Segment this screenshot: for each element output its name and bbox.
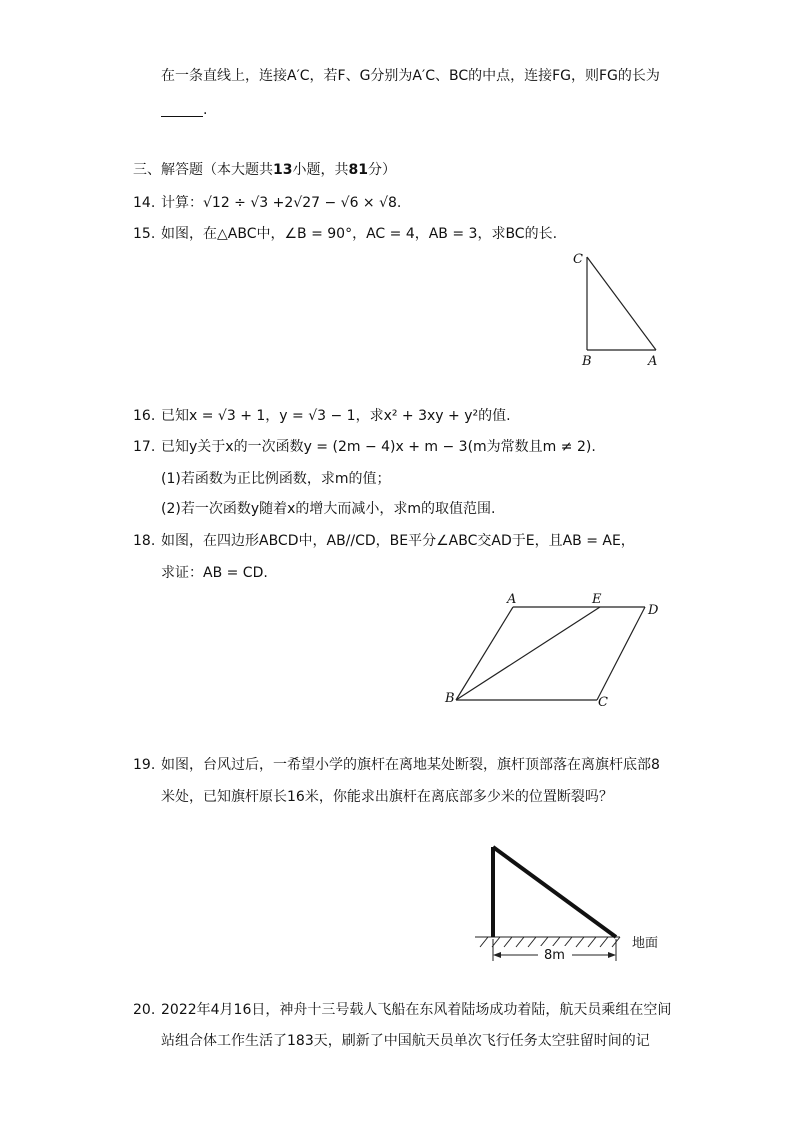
dimension-arrow-right bbox=[608, 952, 616, 958]
q17-sub1: (1)若函数为正比例函数，求m的值； bbox=[161, 471, 391, 487]
label-c: C bbox=[598, 695, 608, 710]
label-b: B bbox=[582, 354, 592, 369]
q19-text: 如图，台风过后，一希望小学的旗杆在离地某处断裂，旗杆顶部落在离旗杆底部8 bbox=[161, 757, 660, 773]
q13-line1: 在一条直线上，连接A′C，若F、G分别为A′C、BC的中点，连接FG，则FG的长为 bbox=[161, 68, 660, 84]
q16-text: 已知x = √3 + 1，y = √3 − 1，求x² + 3xy + y²的值. bbox=[161, 408, 511, 424]
ground-label: 地面 bbox=[632, 936, 659, 951]
q15-triangle-figure bbox=[560, 245, 670, 375]
q17-text: 已知y关于x的一次函数y = (2m − 4)x + m − 3(m为常数且m ≠ 2). bbox=[161, 439, 596, 455]
segment-be bbox=[456, 607, 600, 700]
label-c: C bbox=[573, 252, 583, 267]
label-d: D bbox=[648, 603, 659, 618]
q18-quadrilateral-figure bbox=[440, 590, 670, 715]
q19-text2: 米处，已知旗杆原长16米，你能求出旗杆在离底部多少米的位置断裂吗？ bbox=[161, 789, 613, 805]
q15-text: 如图，在△ABC中，∠B = 90°，AC = 4，AB = 3，求BC的长. bbox=[161, 226, 558, 242]
ground-hatching bbox=[480, 937, 620, 947]
dimension-arrow-left bbox=[493, 952, 501, 958]
section-title-suffix: 分） bbox=[367, 162, 396, 178]
section-count: 13 bbox=[273, 162, 293, 178]
q20-number: 20. bbox=[133, 1002, 156, 1018]
q17-number: 17. bbox=[133, 439, 156, 455]
q19-flagpole-figure bbox=[470, 835, 670, 970]
q18-number: 18. bbox=[133, 533, 156, 549]
q14-number: 14. bbox=[133, 195, 156, 211]
q13-period: . bbox=[203, 102, 208, 118]
q15-number: 15. bbox=[133, 226, 156, 242]
q18-text: 如图，在四边形ABCD中，AB//CD，BE平分∠ABC交AD于E，且AB = AE， bbox=[161, 533, 635, 549]
q18-text2: 求证：AB = CD. bbox=[161, 565, 268, 581]
flagpole-broken bbox=[493, 847, 616, 937]
q20-text: 2022年4月16日，神舟十三号载人飞船在东风着陆场成功着陆，航天员乘组在空间 bbox=[161, 1002, 672, 1018]
label-a: A bbox=[507, 592, 517, 607]
side-ba bbox=[456, 607, 513, 700]
triangle-side-ca bbox=[587, 257, 656, 350]
q16-number: 16. bbox=[133, 408, 156, 424]
section-score: 81 bbox=[348, 162, 368, 178]
q14-text: 计算：√12 ÷ √3 +2√27 − √6 × √8. bbox=[161, 195, 402, 211]
label-a: A bbox=[648, 354, 658, 369]
label-e: E bbox=[592, 592, 602, 607]
label-b: B bbox=[445, 691, 455, 706]
section-title-prefix: 三、解答题（本大题共 bbox=[133, 162, 273, 178]
q19-number: 19. bbox=[133, 757, 156, 773]
dimension-label: 8m bbox=[544, 948, 565, 963]
side-dc bbox=[597, 607, 645, 700]
q20-text2: 站组合体工作生活了183天，刷新了中国航天员单次飞行任务太空驻留时间的记 bbox=[161, 1033, 650, 1049]
q17-sub2: (2)若一次函数y随着x的增大而减小，求m的取值范围. bbox=[161, 501, 496, 517]
section-header bbox=[133, 160, 396, 180]
section-title-mid: 小题，共 bbox=[292, 162, 349, 178]
q13-line2 bbox=[161, 100, 207, 120]
answer-blank[interactable] bbox=[161, 102, 203, 117]
